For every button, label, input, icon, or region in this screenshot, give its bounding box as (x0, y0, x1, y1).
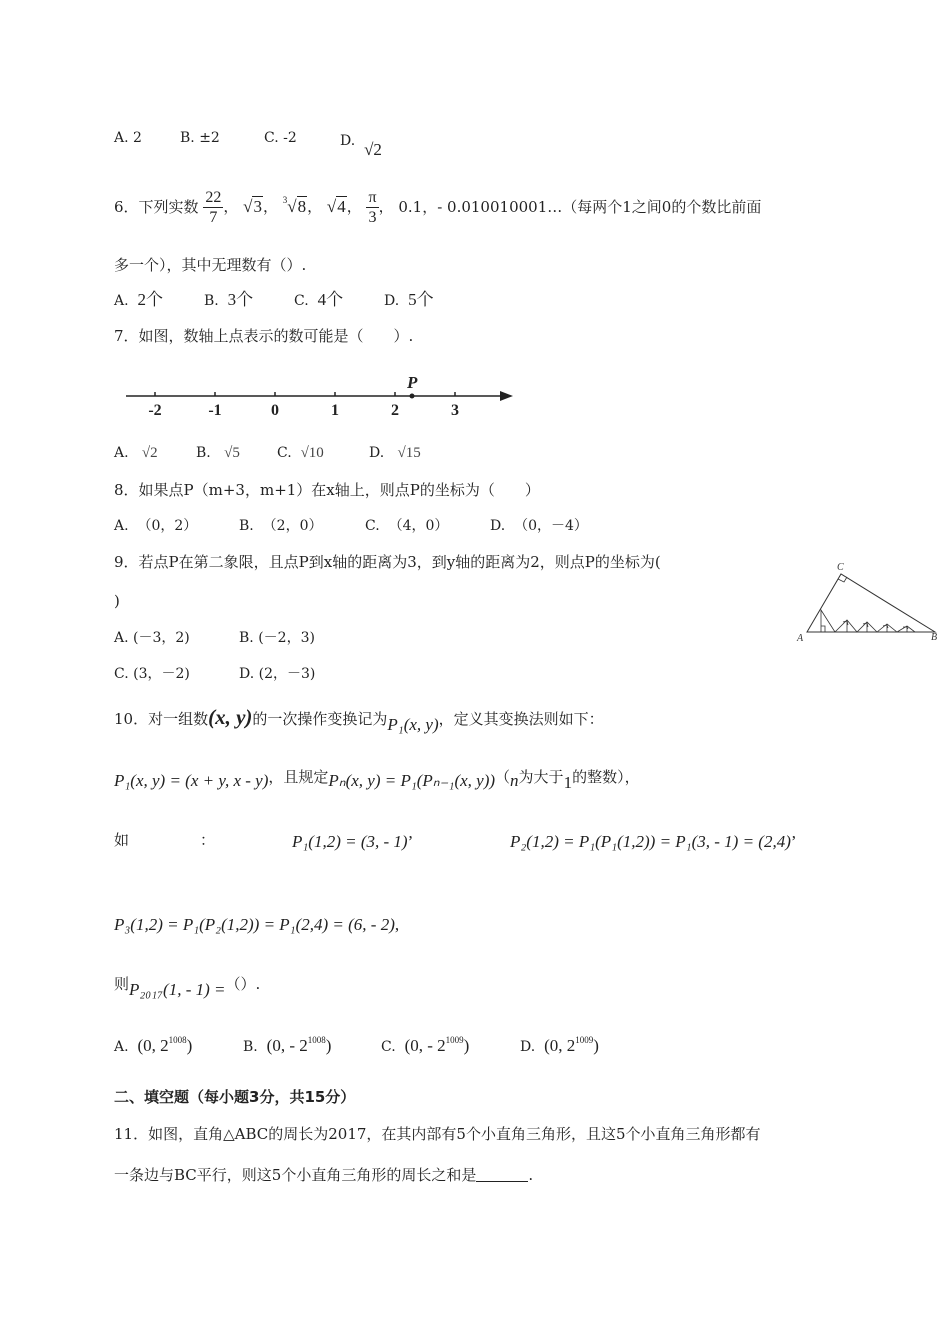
q10-option-c: C. (0, - $2^{1009}$) (381, 1035, 470, 1055)
q6-cbrt8: $^3$√8 (282, 194, 307, 216)
q10-example-3: P₃(1,2) = P₁(P₂(1,2)) = P₁(2,4) = (6, - 2), (114, 915, 400, 934)
q7-stem: 7．如图，数轴上点表示的数可能是（ ）. (114, 327, 414, 345)
q9-option-a: A. (－3，2) (114, 630, 190, 646)
q8-option-b: B. （2，0） (239, 518, 323, 534)
q10-question: 则P₂₀₁₇(1, - 1) =（）. (114, 975, 261, 999)
q10-option-a: A. (0, $2^{1008}$) (114, 1035, 193, 1055)
q6-fraction-22-7: $\frac{22}{7}$ (205, 189, 222, 227)
number-line-tick-label: -2 (148, 402, 162, 419)
number-line-tick-label: 2 (391, 402, 399, 419)
q8-stem: 8．如果点P（m+3，m+1）在x轴上，则点P的坐标为（ ） (114, 481, 540, 499)
q10-option-b: B. (0, - $2^{1008}$) (243, 1035, 332, 1055)
number-line-figure (120, 370, 520, 420)
q5-option-a: A. 2 (114, 130, 142, 146)
q6-sqrt4: √4 (326, 196, 346, 216)
q7-option-c: C. √10 (277, 445, 324, 461)
q10-example-1: P₁(1,2) = (3, - 1)’ (292, 832, 414, 851)
q6-option-b: B. 3个 (204, 290, 254, 309)
q10-definition: P₁(x, y) = (x + y, x - y)，且规定Pₙ(x, y) = P₁(Pₙ₋₁(x, y))（n为大于1的整数）， (114, 768, 640, 792)
number-line-tick-label: 0 (271, 402, 279, 419)
q8-option-d: D. （0，－4） (490, 518, 588, 534)
q9-option-c: C. (3，－2) (114, 666, 190, 682)
q9-stem: 9．若点P在第二象限，且点P到x轴的距离为3，到y轴的距离为2，则点P的坐标为( (114, 553, 661, 571)
q6-option-a: A. 2个 (114, 290, 163, 309)
q10-example-2: P₂(1,2) = P₁(P₁(1,2)) = P₁(3, - 1) = (2,4)’ (510, 832, 797, 851)
point-p-label: P (407, 373, 418, 392)
vertex-a-label: A (797, 633, 804, 644)
number-line-tick-label: 3 (451, 402, 459, 419)
q8-option-c: C. （4，0） (365, 518, 449, 534)
q10-option-d: D. (0, $2^{1009}$) (520, 1035, 599, 1055)
point-p-marker (410, 394, 415, 399)
q11-stem: 11．如图，直角△ABC的周长为2017，在其内部有5个小直角三角形，且这5个小直角三角形都有 (114, 1125, 761, 1143)
vertex-c-label: C (837, 562, 844, 573)
triangle-abc (807, 574, 935, 632)
q11-stem-line2: 一条边与BC平行，则这5个小直角三角形的周长之和是 . (114, 1166, 534, 1184)
q9-stem-line2: ) (114, 592, 120, 610)
right-triangle-figure (795, 560, 943, 645)
q6-option-c: C. 4个 (294, 290, 344, 309)
q5-option-b: B. ±2 (180, 130, 220, 146)
q5-option-d: D. √2 (340, 133, 382, 159)
q11-answer-blank[interactable] (476, 1167, 528, 1182)
q7-option-b: B. √5 (196, 445, 240, 461)
q7-option-d: D. √15 (369, 445, 421, 461)
section-fill-in-heading: 二、填空题（每小题3分，共15分） (114, 1088, 356, 1106)
q10-stem: 10．对一组数(x, y)的一次操作变换记为P₁(x, y)，定义其变换法则如下： (114, 705, 604, 734)
inner-small-triangles (821, 610, 915, 632)
q6-fraction-pi-3: $\frac{\pi}{3}$ (368, 189, 377, 227)
q6-option-d: D. 5个 (384, 290, 434, 309)
q9-option-b: B. (－2，3) (239, 630, 315, 646)
q5-option-c: C. -2 (264, 130, 297, 146)
number-line-arrow (500, 391, 513, 401)
q8-option-a: A. （0，2） (114, 518, 198, 534)
q6-stem-line2: 多一个），其中无理数有（）. (114, 256, 307, 274)
q7-option-a: A. √2 (114, 445, 158, 461)
q10-example-label: 如 (114, 831, 130, 849)
q6-stem: 6．下列实数 $\frac{22}{7}$ ， √3， $^3$√8， √4， $\frac{\pi}{3}$ ， 0.1，- 0.010010001…（每两个1之间0的个数比前面 (114, 189, 762, 227)
number-line-tick-label: 1 (331, 402, 339, 419)
vertex-b-label: B (931, 632, 938, 643)
q10-example-colon: ： (200, 831, 216, 849)
q9-option-d: D. (2，－3) (239, 666, 316, 682)
q6-sqrt3: √3 (243, 196, 262, 216)
number-line-tick-label: -1 (208, 402, 222, 419)
